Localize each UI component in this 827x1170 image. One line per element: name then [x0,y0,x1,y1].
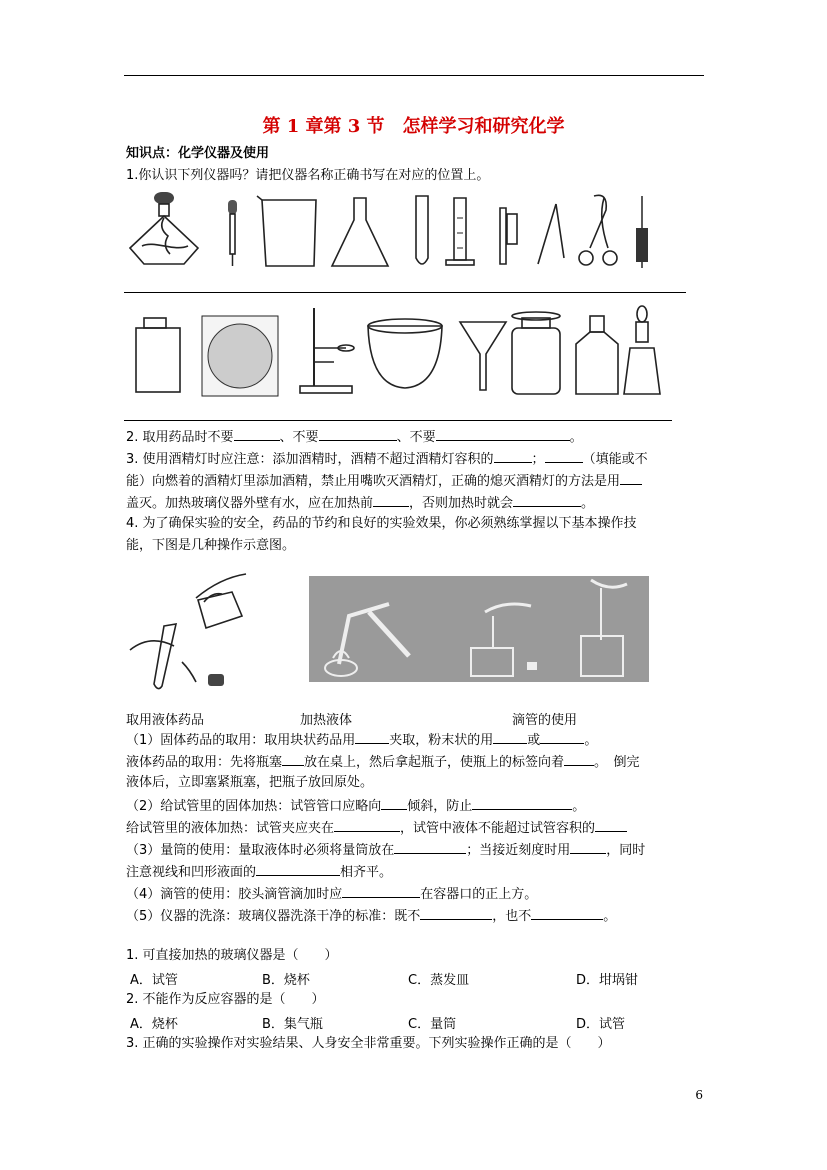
page-title: 第 1 章第 3 节 怎样学习和研究化学 [262,116,565,137]
iron-stand-icon [300,308,354,393]
blank[interactable] [373,492,409,507]
wide-mouth-bottle-icon [136,318,180,392]
blank[interactable] [342,883,420,898]
graduated-cylinder-icon [446,198,474,265]
blank[interactable] [334,817,400,832]
evaporating-dish-icon [368,319,442,388]
caption-dropper-use: 滴管的使用 [512,713,578,728]
op-1: （1）固体药品的取用：取用块状药品用 夹取，粉末状的用 或 。 [126,729,597,751]
blank[interactable] [494,448,532,463]
question-3-line-3: 盖灭。加热玻璃仪器外壁有水，应在加热前 ，否则加热时就会 。 [126,492,594,514]
funnel-icon [460,322,506,390]
caption-heating-liquid: 加热液体 [300,713,353,728]
knowledge-point: 知识点：化学仪器及使用 [126,146,270,161]
blank[interactable] [420,905,492,920]
test-tube-icon [416,196,428,264]
blank[interactable] [540,729,584,744]
heating-and-dropper-figure [309,576,649,682]
test-tube-brush-icon [636,196,648,268]
blank[interactable] [472,795,572,810]
blank[interactable] [381,795,407,810]
mc-question: 3. 正确的实验操作对实验结果、人身安全非常重要。下列实验操作正确的是（ ） [126,1036,611,1051]
mc-option[interactable]: B．烧杯 [262,973,310,988]
op-6: （3）量筒的使用：量取液体时必须将量筒放在 ；当接近刻度时用 ，同时 [126,839,645,861]
blank[interactable] [570,839,606,854]
mc-option[interactable]: C．蒸发皿 [408,973,470,988]
answer-line-2 [124,420,672,421]
mc-option[interactable]: D．坩埚钳 [576,973,639,988]
narrow-mouth-bottle-icon [576,316,618,394]
blank[interactable] [531,905,603,920]
crucible-tongs-icon [579,195,617,265]
blank[interactable] [545,448,583,463]
answer-line-1 [124,292,686,293]
blank[interactable] [256,861,340,876]
question-1: 1.你认识下列仪器吗？请把仪器名称正确书写在对应的位置上。 [126,168,490,183]
gas-collecting-bottle-icon [512,312,560,394]
blank[interactable] [564,751,594,766]
blank[interactable] [513,492,581,507]
op-7: 注意视线和凹形液面的 相齐平。 [126,861,392,883]
op-2: 液体药品的取用：先将瓶塞 放在桌上，然后拿起瓶子，使瓶上的标签向着 。 倒完 [126,751,640,773]
blank[interactable] [436,426,570,441]
mc-option[interactable]: C．量筒 [408,1017,457,1032]
blank[interactable] [620,470,642,485]
mc-question: 2. 不能作为反应容器的是（ ） [126,992,325,1007]
blank[interactable] [234,426,280,441]
alcohol-lamp-icon [130,192,198,264]
header-rule [124,75,704,76]
beaker-icon [257,196,316,266]
caption-liquid-reagent: 取用液体药品 [126,713,205,728]
mc-question: 1. 可直接加热的玻璃仪器是（ ） [126,948,338,963]
question-3-line-2: 能）向燃着的酒精灯里添加酒精，禁止用嘴吹灭酒精灯，正确的熄灭酒精灯的方法是用 [126,470,642,492]
question-2: 2. 取用药品时不要 、不要 、不要 。 [126,426,583,448]
dropping-bottle-icon [624,306,660,394]
pouring-liquid-figure [124,570,264,692]
op-8: （4）滴管的使用：胶头滴管滴加时应 在容器口的正上方。 [126,883,537,905]
blank[interactable] [282,751,304,766]
instruments-row-1 [124,188,684,278]
blank[interactable] [493,729,527,744]
mc-option[interactable]: B．集气瓶 [262,1017,323,1032]
blank[interactable] [319,426,397,441]
op-9: （5）仪器的洗涤：玻璃仪器洗涤干净的标准：既不 ，也不 。 [126,905,616,927]
asbestos-gauze-icon [202,316,278,396]
question-3-line-1: 3. 使用酒精灯时应注意：添加酒精时，酒精不超过酒精灯容积的 ； （填能或不 [126,448,648,470]
conical-flask-icon [332,198,388,266]
blank[interactable] [595,817,627,832]
page-number: 6 [695,1088,703,1102]
tweezers-icon [538,204,564,264]
mc-option[interactable]: D．试管 [576,1017,626,1032]
dropper-icon [228,200,237,266]
op-4: （2）给试管里的固体加热：试管管口应略向 倾斜，防止 。 [126,795,585,817]
mc-option[interactable]: A．试管 [130,973,178,988]
blank[interactable] [394,839,466,854]
mc-option[interactable]: A．烧杯 [130,1017,178,1032]
instruments-row-2 [124,304,684,404]
test-tube-holder-icon [500,208,517,264]
question-4-line-1: 4. 为了确保实验的安全，药品的节约和良好的实验效果，你必须熟练掌握以下基本操作技 [126,516,637,531]
op-5: 给试管里的液体加热：试管夹应夹在 ，试管中液体不能超过试管容积的 [126,817,627,839]
op-3: 液体后，立即塞紧瓶塞，把瓶子放回原处。 [126,775,374,790]
question-4-line-2: 能，下图是几种操作示意图。 [126,538,296,553]
blank[interactable] [355,729,389,744]
